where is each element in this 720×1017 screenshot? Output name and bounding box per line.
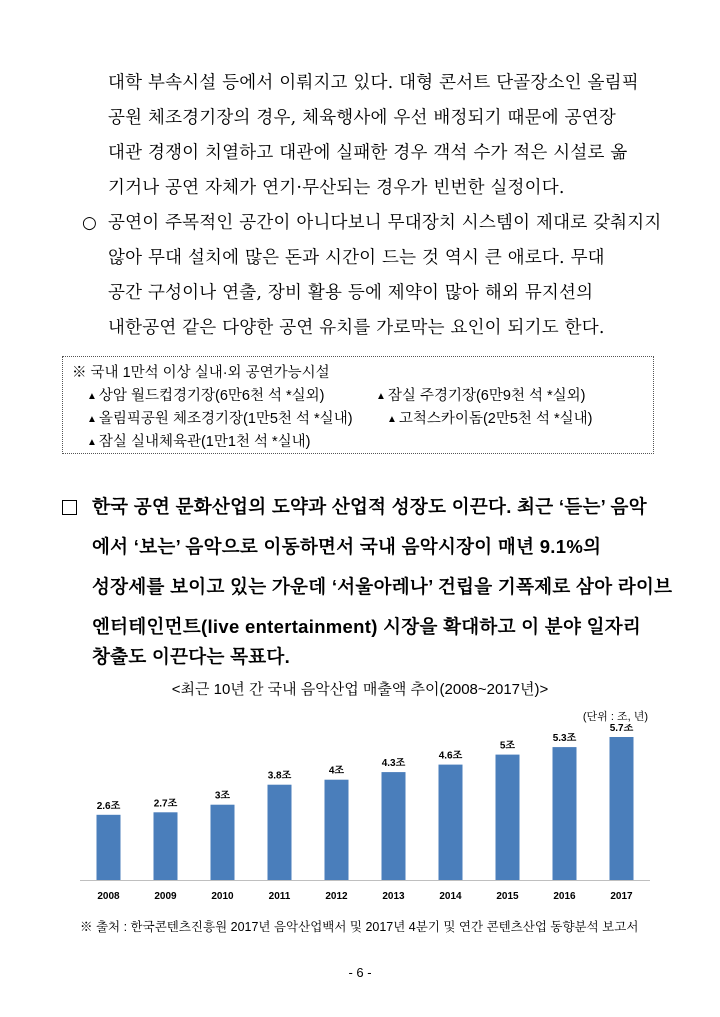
text-line: 기거나 공연 자체가 연기·무산되는 경우가 빈번한 실정이다. — [108, 178, 565, 198]
data-label: 4.3조 — [381, 758, 406, 770]
note-item — [87, 407, 353, 428]
triangle-icon: ▲ — [87, 414, 97, 425]
note-item — [376, 384, 586, 405]
x-tick-label: 2015 — [496, 891, 519, 902]
source-note: ※ 출처 : 한국콘텐츠진흥원 2017년 음악산업백서 및 2017년 4분기 및 연간 콘텐츠산업 동향분석 보고서 — [80, 920, 639, 934]
square-bullet-icon — [62, 500, 77, 515]
data-label: 2.6조 — [96, 800, 121, 812]
bar-2009 — [154, 812, 178, 880]
text-line: 않아 무대 설치에 많은 돈과 시간이 드는 것 역시 큰 애로다. 무대 — [108, 248, 605, 268]
text-line: 대학 부속시설 등에서 이뤄지고 있다. 대형 콘서트 단골장소인 올림픽 — [108, 73, 639, 93]
chart-title: <최근 10년 간 국내 음악산업 매출액 추이(2008~2017년)> — [171, 681, 549, 698]
bar-2013 — [382, 772, 406, 880]
x-tick-label: 2009 — [154, 891, 177, 902]
text-line: 공원 체조경기장의 경우, 체육행사에 우선 배정되기 때문에 공연장 — [108, 108, 616, 128]
note-item-text: 잠실 실내체육관(1만1천 석 *실내) — [98, 434, 311, 450]
text-line: 한국 공연 문화산업의 도약과 산업적 성장도 이끈다. 최근 ‘듣는’ 음악 — [92, 496, 647, 517]
triangle-icon: ▲ — [87, 437, 97, 448]
note-item-text: 상암 월드컵경기장(6만6천 석 *실외) — [98, 388, 325, 404]
triangle-icon: ▲ — [376, 391, 386, 402]
x-tick-label: 2012 — [325, 891, 348, 902]
text-line: 내한공연 같은 다양한 공연 유치를 가로막는 요인이 되기도 한다. — [108, 318, 605, 338]
triangle-icon: ▲ — [87, 391, 97, 402]
triangle-icon: ▲ — [387, 414, 397, 425]
x-tick-label: 2008 — [97, 891, 120, 902]
note-item-text: 고척스카이돔(2만5천 석 *실내) — [398, 411, 593, 427]
page-number: - 6 - — [348, 965, 372, 980]
x-tick-label: 2013 — [382, 891, 405, 902]
venue-note-box — [62, 356, 654, 454]
data-label: 3.8조 — [267, 770, 292, 782]
data-label: 5.3조 — [552, 733, 577, 745]
bar-2017 — [610, 737, 634, 880]
text-line: 에서 ‘보는’ 음악으로 이동하면서 국내 음악시장이 매년 9.1%의 — [92, 536, 602, 557]
note-item — [87, 430, 311, 451]
chart-unit: (단위 : 조, 년) — [582, 711, 648, 723]
text-line: 대관 경쟁이 치열하고 대관에 실패한 경우 객석 수가 적은 시설로 옮 — [108, 143, 628, 163]
data-label: 2.7조 — [153, 798, 178, 810]
text-line: 공간 구성이나 연출, 장비 활용 등에 제약이 많아 해외 뮤지션의 — [108, 283, 594, 303]
data-label: 5.7조 — [609, 724, 634, 734]
text-line: 창출도 이끈다는 목표다. — [92, 646, 291, 667]
data-label: 3조 — [214, 790, 231, 802]
x-tick-label: 2014 — [439, 891, 462, 902]
bar-2015 — [496, 755, 520, 880]
data-label: 4.6조 — [438, 750, 463, 762]
data-label: 5조 — [499, 740, 516, 752]
note-item — [87, 384, 325, 405]
bar-2011 — [268, 785, 292, 880]
text-line: 공연이 주목적인 공간이 아니다보니 무대장치 시스템이 제대로 갖춰지지 — [108, 213, 662, 233]
x-tick-label: 2010 — [211, 891, 234, 902]
bar-2014 — [439, 765, 463, 880]
data-label: 4조 — [328, 765, 345, 777]
x-tick-label: 2017 — [610, 891, 633, 902]
note-item — [387, 407, 592, 428]
bar-2010 — [211, 805, 235, 880]
x-tick-label: 2016 — [553, 891, 576, 902]
x-tick-label: 2011 — [268, 891, 291, 902]
revenue-bar-chart — [80, 724, 650, 906]
bar-2016 — [553, 747, 577, 880]
note-item-text: 잠실 주경기장(6만9천 석 *실외) — [387, 388, 586, 404]
circle-bullet-icon: ○ — [82, 213, 97, 233]
note-item-text: 올림픽공원 체조경기장(1만5천 석 *실내) — [98, 411, 353, 427]
bar-2012 — [325, 780, 349, 880]
note-header: ※ 국내 1만석 이상 실내·외 공연가능시설 — [72, 365, 330, 381]
text-line: 엔터테인먼트(live entertainment) 시장을 확대하고 이 분야 일자리 — [92, 616, 642, 637]
bar-2008 — [97, 815, 121, 880]
text-line: 성장세를 보이고 있는 가운데 ‘서울아레나’ 건립을 기폭제로 삼아 라이브 — [92, 576, 673, 597]
